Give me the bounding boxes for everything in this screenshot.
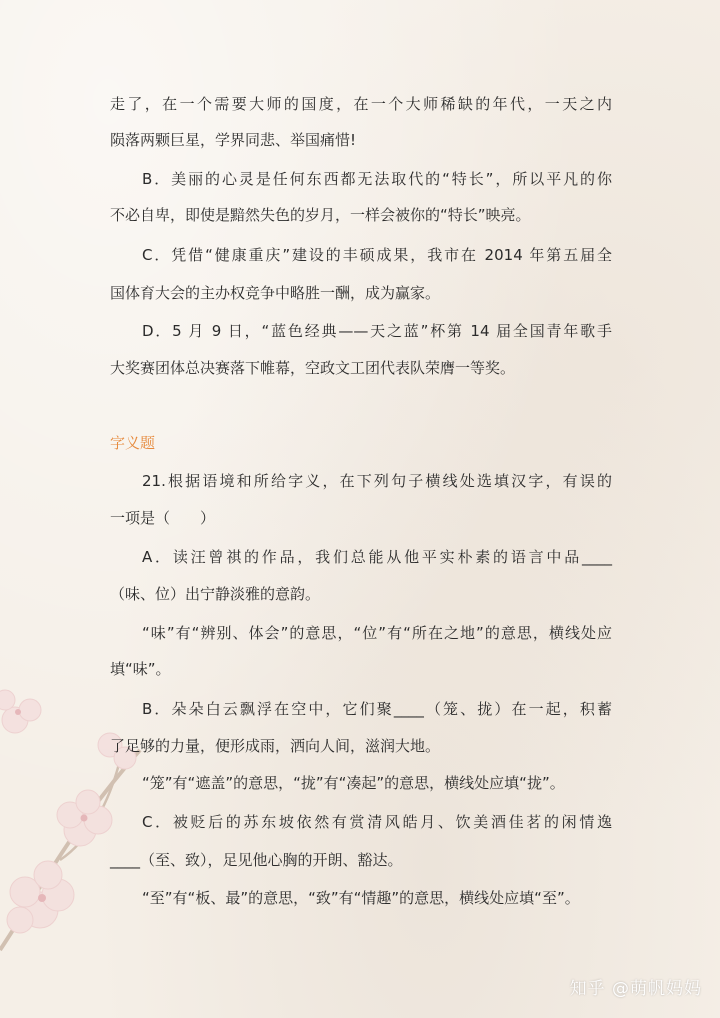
text-line: 了足够的力量，便形成雨，洒向人间，滋润大地。 <box>110 737 441 755</box>
text-line: （味、位）出宁静淡雅的意韵。 <box>110 585 321 603</box>
section-heading: 字义题 <box>110 434 156 452</box>
text-line: 陨落两颗巨星，学界同悲、举国痛惜! <box>110 131 357 149</box>
watermark: 知乎 @萌帆妈妈 <box>569 979 702 999</box>
explanation-line: “至”有“板、最”的意思，“致”有“情趣”的意思，横线处应填“至”。 <box>142 889 580 907</box>
option-a-line: A．读汪曾祺的作品，我们总能从他平实朴素的语言中品____ <box>142 548 612 566</box>
question-stem-line: 21.根据语境和所给字义，在下列句子横线处选填汉字，有误的 <box>142 472 612 490</box>
option-b-line: B．美丽的心灵是任何东西都无法取代的“特长”，所以平凡的你 <box>142 170 612 188</box>
option-d-line: D．5 月 9 日，“蓝色经典——天之蓝”杯第 14 届全国青年歌手 <box>142 322 612 340</box>
text-line: 一项是（ ） <box>110 509 216 527</box>
explanation-line: “味”有“辨别、体会”的意思，“位”有“所在之地”的意思，横线处应 <box>142 624 612 642</box>
text-line: 大奖赛团体总决赛落下帷幕，空政文工团代表队荣膺一等奖。 <box>110 359 516 377</box>
text-line: 不必自卑，即使是黯然失色的岁月，一样会被你的“特长”映亮。 <box>110 206 531 224</box>
option-c-line: C．被贬后的苏东坡依然有赏清风皓月、饮美酒佳茗的闲情逸 <box>142 813 612 831</box>
explanation-line: “笼”有“遮盖”的意思，“拢”有“凑起”的意思，横线处应填“拢”。 <box>142 774 565 792</box>
text-line: 填“味”。 <box>110 660 171 678</box>
option-c-line: C．凭借“健康重庆”建设的丰硕成果，我市在 2014 年第五届全 <box>142 246 612 264</box>
text-line: 走了，在一个需要大师的国度，在一个大师稀缺的年代，一天之内 <box>110 95 612 113</box>
option-b-line: B．朵朵白云飘浮在空中，它们聚____（笼、拢）在一起，积蓄 <box>142 700 612 718</box>
text-line: 国体育大会的主办权竞争中略胜一酬，成为赢家。 <box>110 284 441 302</box>
text-line: ____（至、致），足见他心胸的开朗、豁达。 <box>110 851 403 869</box>
